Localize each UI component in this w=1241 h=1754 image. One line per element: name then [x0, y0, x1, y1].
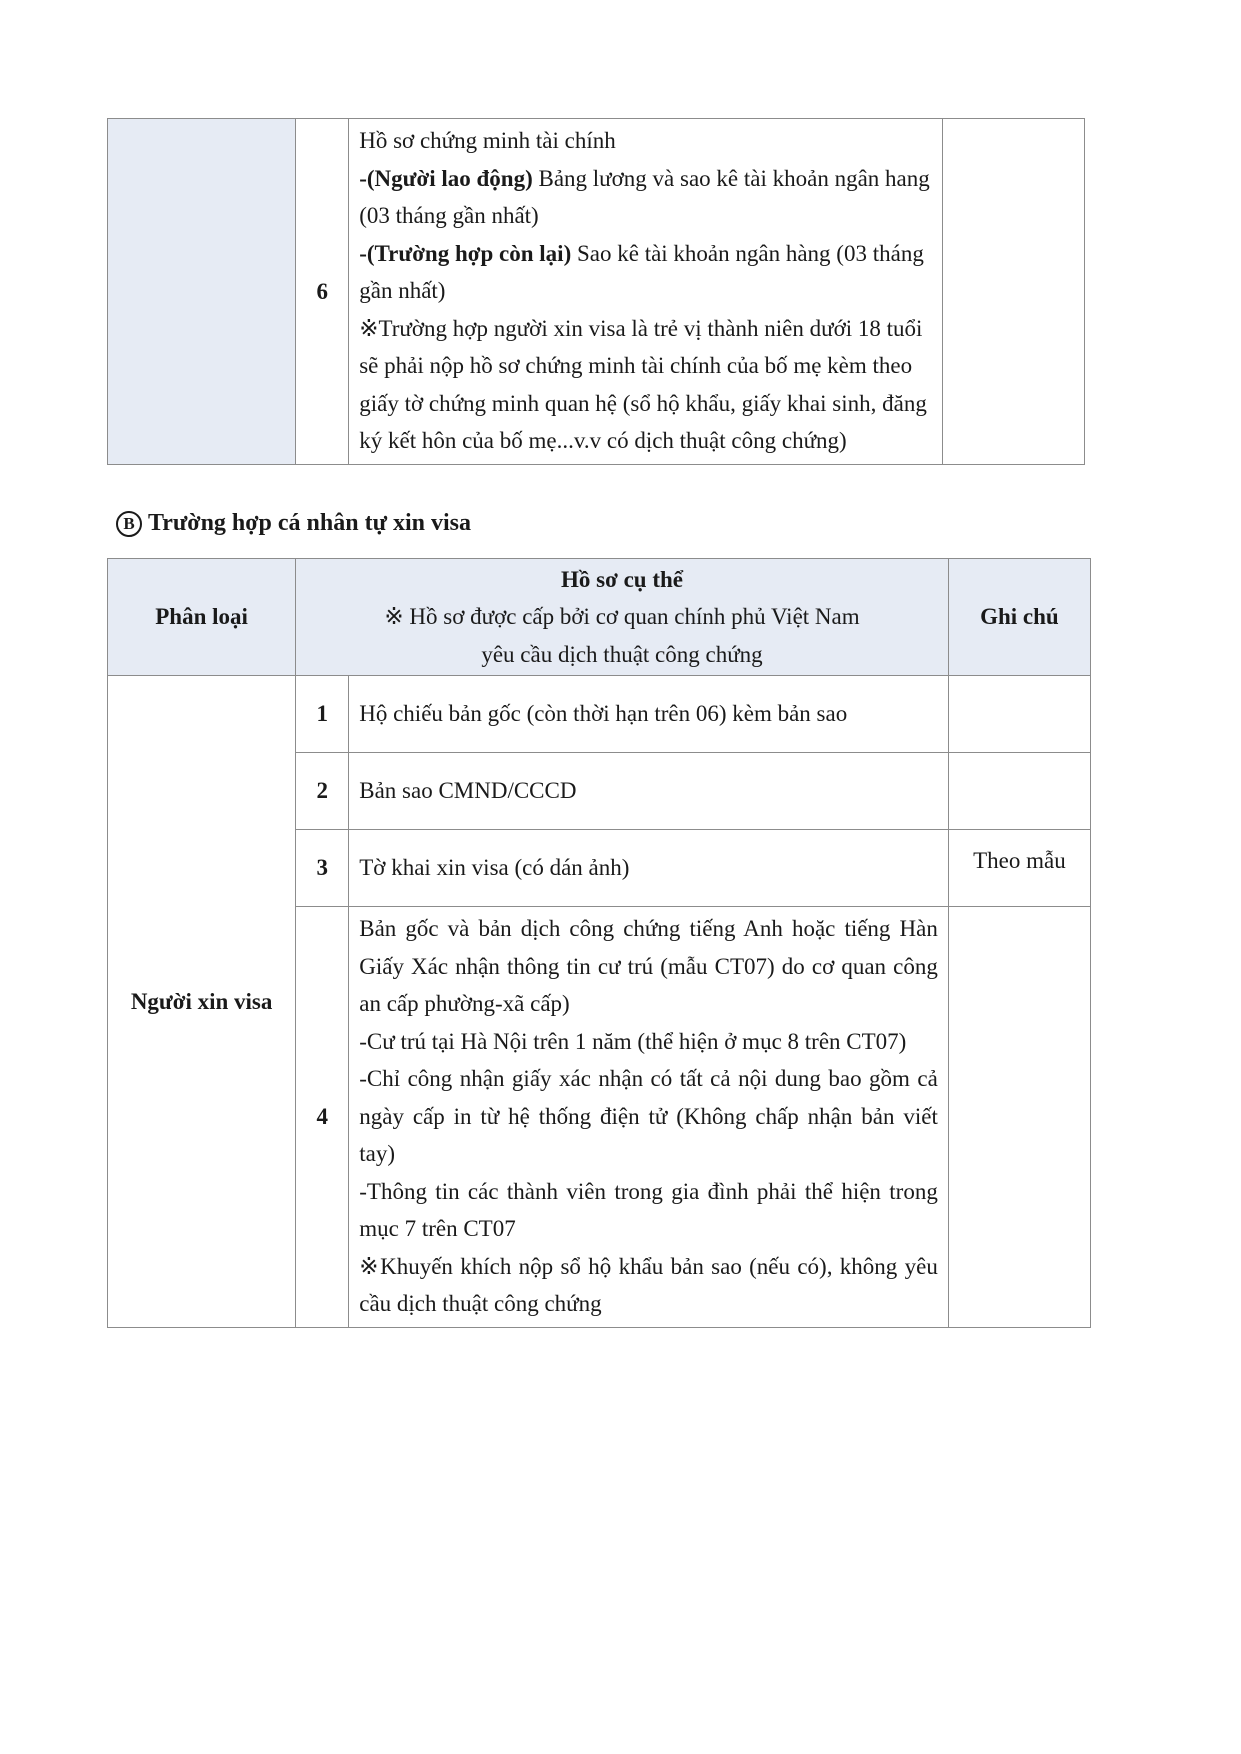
header-documents-note-2: yêu cầu dịch thuật công chứng — [481, 641, 763, 667]
content-line: Bản gốc và bản dịch công chứng tiếng Anh hoặc tiếng Hàn Giấy Xác nhận thông tin cư trú (mẫu CT07) do cơ quan công an cấp phường-xã cấp) — [359, 916, 938, 1016]
content-line: -Cư trú tại Hà Nội trên 1 năm (thể hiện ở mục 8 trên CT07) — [359, 1028, 907, 1054]
other-case-requirement: -(Trường hợp còn lại) Sao kê tài khoản ngân hàng (03 tháng gần nhất) — [359, 240, 924, 303]
content-line: -Chỉ công nhận giấy xác nhận có tất cả nội dung bao gồm cả ngày cấp in từ hệ thống điện tử (Không chấp nhận bản viết tay) — [359, 1066, 938, 1166]
row-number: 2 — [296, 753, 349, 830]
row-content — [349, 119, 943, 465]
row-content: Tờ khai xin visa (có dán ảnh) — [349, 830, 949, 907]
header-documents-note: ※ Hồ sơ được cấp bởi cơ quan chính phủ Việt Nam — [384, 604, 860, 630]
row-number: 1 — [296, 676, 349, 753]
individual-visa-table — [107, 558, 1091, 1328]
category-cell: Người xin visa — [108, 676, 296, 1328]
remark-cell: Theo mẫu — [948, 830, 1090, 907]
minor-applicant-note: ※Trường hợp người xin visa là trẻ vị thành niên dưới 18 tuổi sẽ phải nộp hồ sơ chứng minh tài chính của bố mẹ kèm theo giấy tờ chứng minh quan hệ (sổ hộ khẩu, giấy khai sinh, đăng ký kết hôn của bố mẹ...v.v có dịch thuật công chứng) — [359, 315, 927, 453]
row-content — [349, 907, 949, 1328]
section-heading — [116, 506, 471, 540]
row-number: 4 — [296, 907, 349, 1328]
header-remark: Ghi chú — [948, 559, 1090, 676]
row-number: 6 — [296, 119, 349, 465]
financial-docs-table — [107, 118, 1085, 465]
header-category: Phân loại — [108, 559, 296, 676]
header-documents — [296, 559, 949, 676]
financial-docs-title: Hồ sơ chứng minh tài chính — [359, 128, 616, 153]
row-content: Bản sao CMND/CCCD — [349, 753, 949, 830]
remark-cell — [948, 753, 1090, 830]
employee-requirement: -(Người lao động) Bảng lương và sao kê tài khoản ngân hang (03 tháng gần nhất) — [359, 165, 930, 228]
content-line: ※Khuyến khích nộp sổ hộ khẩu bản sao (nếu có), không yêu cầu dịch thuật công chứng — [359, 1253, 938, 1316]
section-marker-b: B — [116, 511, 142, 537]
row-number: 3 — [296, 830, 349, 907]
header-documents-title: Hồ sơ cụ thể — [561, 566, 684, 592]
table-row — [108, 119, 1085, 465]
remark-cell — [948, 676, 1090, 753]
table-header-row — [108, 559, 1091, 676]
category-cell — [108, 119, 296, 465]
content-line: -Thông tin các thành viên trong gia đình phải thể hiện trong mục 7 trên CT07 — [359, 1178, 938, 1241]
remark-cell — [942, 119, 1084, 465]
remark-cell — [948, 907, 1090, 1328]
table-row — [108, 676, 1091, 753]
row-content: Hộ chiếu bản gốc (còn thời hạn trên 06) kèm bản sao — [349, 676, 949, 753]
section-title: Trường hợp cá nhân tự xin visa — [148, 510, 472, 536]
